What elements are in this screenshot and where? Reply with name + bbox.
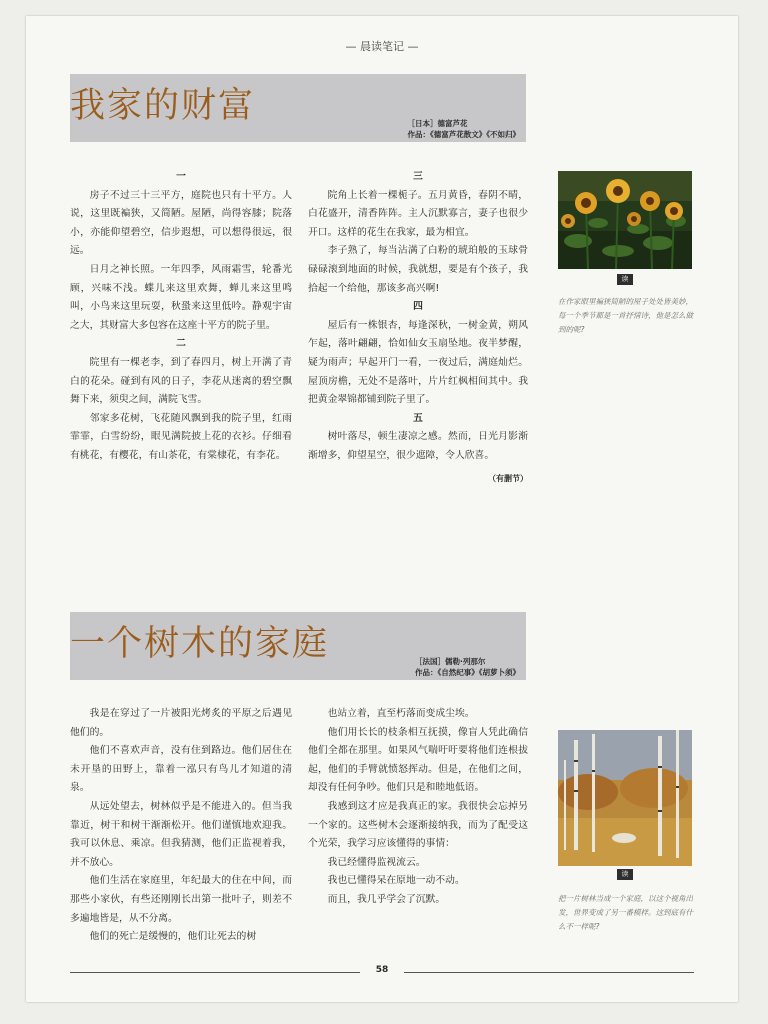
footer-rule-right	[404, 972, 694, 973]
paragraph: 我也已懂得呆在原地一动不动。	[327, 875, 465, 887]
paragraph: 从远处望去，树林似乎是不能进入的。但当我靠近，树干和树干渐渐松开。他们谨慎地欢迎我。我可以休息、乘凉。但我猜测，他们正监视着我，并不放心。	[70, 800, 292, 868]
page-number: 58	[375, 965, 389, 975]
paragraph: 他们的死亡是缓慢的，他们让死去的树	[89, 931, 257, 943]
article1-title-bar	[70, 74, 526, 142]
article1-works: 作品：《德富芦花散文》《不如归》	[407, 130, 520, 139]
section-heading: 三	[413, 171, 423, 182]
article1-credit	[408, 118, 521, 140]
footer-rule-left	[70, 972, 360, 973]
paragraph: 树叶落尽，顿生凄凉之感。然而，日光月影渐渐增多，仰望星空，很少遮障，令人欣喜。	[308, 431, 528, 461]
article2-works: 作品：《自然纪事》《胡萝卜须》	[415, 668, 520, 677]
section-heading: 四	[413, 301, 423, 313]
article2-caption: 把一片树林当成一个家庭，以这个视角出发，世界变成了另一番模样。这到底有什么不一样呢?	[558, 894, 693, 931]
paragraph: 屋后有一株银杏，每逢深秋，一树金黄，朔风乍起，落叶翩翩，恰如仙女玉扇坠地。夜半梦醒，疑为雨声；早起开门一看，一夜过后，满庭灿烂。屋顶房檐，无处不是落叶，片片红枫相间其中。我把黄金翠锦都铺到院子里了。	[308, 319, 528, 406]
paragraph: 我感到这才应是我真正的家。我很快会忘掉另一个家的。这些树木会逐渐接纳我，而为了配受这个光荣，我学习应该懂得的事情：	[308, 800, 528, 850]
article2-title-bar	[70, 612, 526, 680]
paragraph: 他们用长长的枝条相互抚摸，像盲人凭此确信他们全都在那里。如果风气喘吁吁要将他们连根拔起，他们的手臂就愤怒挥动。但是，在他们之间，却没有任何争吵。他们只是和睦地低语。	[308, 726, 528, 794]
article2-column-1	[70, 705, 292, 947]
abridged-note: （有删节）	[488, 473, 528, 483]
paragraph: 我已经懂得监视流云。	[327, 856, 426, 868]
paragraph: 院角上长着一棵栀子。五月黄昏，春阴不晴，白花盛开，清香阵阵。主人沉默寡言，妻子也很少开口。这样的花生在我家，最为相宜。	[308, 189, 528, 238]
section-heading: 二	[176, 338, 186, 350]
article2-credit	[415, 656, 520, 678]
section-heading: 一	[176, 171, 186, 182]
sunflower-painting	[558, 171, 692, 269]
article1-author: ［日本］德富芦花	[407, 119, 468, 128]
article2-author: ［法国］儒勒·列那尔	[415, 657, 486, 666]
paragraph: 院里有一棵老李，到了春四月，树上开满了青白的花朵。碰到有风的日子，李花从迷离的碧空飘舞下来，须臾之间，满院飞雪。	[70, 356, 292, 406]
article1-column-1	[70, 168, 292, 466]
paragraph: 日月之神长照。一年四季，风雨霜雪，轮番光顾，兴味不浅。蝶儿来这里欢舞，蝉儿来这里鸣叫，小鸟来这里玩耍，秋蛩来这里低吟。静观宇宙之大，其财富大多包容在这座十平方的院子里。	[70, 263, 292, 331]
paragraph: 房子不过三十三平方，庭院也只有十平方。人说，这里既褊狭，又简陋。屋陋，尚得容膝；院落小，亦能仰望碧空，信步遐想，可以想得很远，很远。	[70, 189, 292, 257]
page-header: — 晨读笔记 —	[345, 40, 419, 53]
section-heading: 五	[413, 412, 423, 424]
article1-column-2	[308, 168, 528, 488]
article2-column-2	[308, 705, 528, 910]
paragraph: 他们不喜欢声音，没有住到路边。他们居住在未开垦的田野上，靠着一泓只有鸟儿才知道的清泉。	[70, 745, 292, 794]
autumn-birch-painting	[558, 730, 692, 866]
paragraph: 李子熟了，每当沾满了白粉的琥珀般的玉球骨碌碌滚到地面的时候，我就想，要是有个孩子，我拾起一个给他，那该多高兴啊!	[308, 245, 528, 294]
article2-title: 一个树木的家庭	[70, 624, 330, 664]
read-tag-icon: 读	[617, 869, 633, 880]
article1-caption: 在作家眼里褊狭简陋的屋子处处皆美妙，每一个季节都是一首抒情诗，他是怎么做到的呢?	[558, 297, 693, 334]
paragraph: 邻家多花树，飞花随风飘到我的院子里，红雨霏霏，白雪纷纷，眼见满院披上花的衣衫。仔细看有桃花，有樱花，有山茶花，有棠棣花，有李花。	[70, 412, 292, 461]
paragraph: 而且，我几乎学会了沉默。	[327, 893, 446, 905]
read-tag-icon: 读	[617, 274, 633, 285]
article1-title: 我家的财富	[70, 86, 256, 126]
magazine-page	[26, 16, 738, 1002]
paragraph: 也站立着，直至朽落而变成尘埃。	[327, 708, 475, 719]
paragraph: 他们生活在家庭里，年纪最大的住在中间，而那些小家伙，有些还刚刚长出第一批叶子，则差不多遍地皆是，从不分离。	[70, 875, 292, 924]
paragraph: 我是在穿过了一片被阳光烤炙的平原之后遇见他们的。	[70, 708, 292, 738]
